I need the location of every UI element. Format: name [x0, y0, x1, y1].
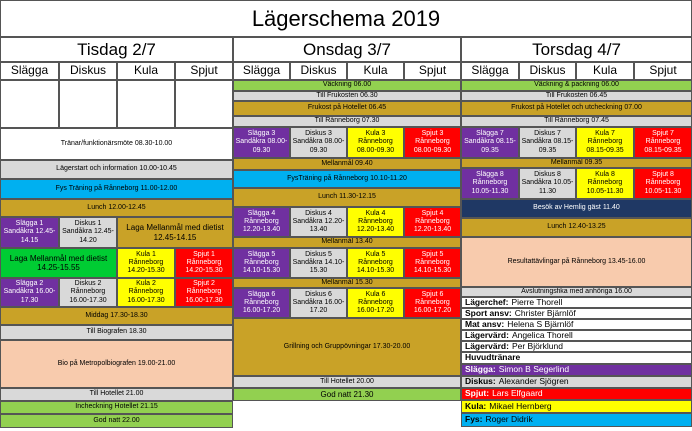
tue-fys: Fys Träning på Rånneborg 11.00-12.00 [0, 179, 233, 199]
sport-header-diskus: Diskus [290, 62, 347, 80]
wed-mellanmal-2: Mellanmål 13.40 [233, 237, 461, 248]
wed-mellanmal-3: Mellanmål 15.30 [233, 278, 461, 288]
sport-header-slagga: Slägga [461, 62, 519, 80]
sport-header-spjut: Spjut [175, 62, 233, 80]
wed-kula-4: Kula 4 Rånneborg 12.20-13.40 [347, 207, 404, 237]
thu-spjut-8: Spjut 8 Rånneborg 10.05-11.30 [634, 168, 692, 199]
wed-grillning: Grillning och Gruppövningar 17.30-20.00 [233, 318, 461, 376]
thu-mellanmal: Mellanmål 09.35 [461, 158, 692, 168]
empty-cell [175, 80, 233, 128]
empty-cell [0, 80, 59, 128]
thu-spjut-7: Spjut 7 Rånneborg 08.15-09.35 [634, 127, 692, 158]
sport-header-slagga: Slägga [233, 62, 290, 80]
thu-kula-7: Kula 7 Rånneborg 08.15-09.35 [576, 127, 634, 158]
wed-diskus-6: Diskus 6 Sandåkra 16.00-17.20 [290, 288, 347, 318]
wed-slagga-4: Slägga 4 Rånneborg 12.20-13.40 [233, 207, 290, 237]
sport-header-slagga: Slägga [0, 62, 59, 80]
tue-bio: Bio på Metropolbiografen 19.00-21.00 [0, 340, 233, 388]
coach-row-spjut: Spjut: Lars Elfgaard [461, 388, 692, 400]
wed-god-natt: God natt 21.30 [233, 388, 461, 401]
tue-incheckning: Incheckning Hotellet 21.15 [0, 401, 233, 414]
wed-diskus-5: Diskus 5 Sandåkra 14.10-15.30 [290, 248, 347, 278]
tue-god-natt: God natt 22.00 [0, 414, 233, 428]
role-row: Sport ansv: Christer Bjärnlöf [461, 308, 692, 319]
day-header-tuesday: Tisdag 2/7 [0, 37, 233, 62]
wed-spjut-5: Spjut 5 Rånneborg 14.10-15.30 [404, 248, 461, 278]
wed-till-hotellet: Till Hotellet 20.00 [233, 376, 461, 388]
wed-mellanmal-1: Mellanmål 09.40 [233, 158, 461, 170]
day-header-thursday: Torsdag 4/7 [461, 37, 692, 62]
wed-kula-6: Kula 6 Rånneborg 16.00-17.20 [347, 288, 404, 318]
wed-spjut-6: Spjut 6 Rånneborg 16.00-17.20 [404, 288, 461, 318]
thu-slagga-7: Slägga 7 Sandåkra 08.15-09.35 [461, 127, 519, 158]
sport-header-kula: Kula [576, 62, 634, 80]
tue-tranarmote: Tränar/funktionärsmöte 08.30-10.00 [0, 128, 233, 160]
tue-till-hotellet: Till Hotellet 21.00 [0, 388, 233, 401]
role-row: Lägervärd: Per Björklund [461, 341, 692, 352]
tue-slagga-2: Slägga 2 Sandåkra 16.00-17.30 [0, 278, 59, 307]
wed-slagga-5: Slägga 5 Rånneborg 14.10-15.30 [233, 248, 290, 278]
wed-till-frukosten: Till Frukosten 06.30 [233, 91, 461, 101]
wed-kula-5: Kula 5 Rånneborg 14.10-15.30 [347, 248, 404, 278]
thu-avslutning: Avslutningsfika med anhöriga 16.00 [461, 287, 692, 297]
thu-lunch: Lunch 12.40-13.25 [461, 218, 692, 237]
tue-spjut-2: Spjut 2 Rånneborg 16.00-17.30 [175, 278, 233, 307]
wed-slagga-3: Slägga 3 Sandåkra 08.00-09.30 [233, 127, 290, 158]
tue-middag: Middag 17.30-18.30 [0, 307, 233, 325]
thu-diskus-8: Diskus 8 Sandåkra 10.05-11.30 [519, 168, 576, 199]
page-title: Lägerschema 2019 [0, 0, 692, 37]
tue-mellanmal-1: Laga Mellanmål med dietist 12.45-14.15 [117, 217, 233, 248]
thu-kula-8: Kula 8 Rånneborg 10.05-11.30 [576, 168, 634, 199]
sport-header-kula: Kula [117, 62, 175, 80]
tue-lunch: Lunch 12.00-12.45 [0, 199, 233, 217]
tue-mellanmal-2: Laga Mellanmål med dietist 14.25-15.55 [0, 248, 117, 278]
thu-resultat: Resultattävlingar på Rånneborg 13.45-16.00 [461, 237, 692, 287]
thu-diskus-7: Diskus 7 Sandåkra 08.15-09.35 [519, 127, 576, 158]
day-header-wednesday: Onsdag 3/7 [233, 37, 461, 62]
sport-header-spjut: Spjut [634, 62, 692, 80]
thu-slagga-8: Slägga 8 Rånneborg 10.05-11.30 [461, 168, 519, 199]
sport-header-spjut: Spjut [404, 62, 461, 80]
tue-spjut-1: Spjut 1 Rånneborg 14.20-15.30 [175, 248, 233, 278]
role-row: Lägervärd: Angelica Thorell [461, 330, 692, 341]
wed-frukost: Frukost på Hotellet 06.45 [233, 101, 461, 116]
wed-kula-3: Kula 3 Rånneborg 08.00-09.30 [347, 127, 404, 158]
tue-till-biografen: Till Biografen 18.30 [0, 325, 233, 340]
wed-till-rannborg: Till Rånneborg 07.30 [233, 116, 461, 127]
wed-vackning: Väckning 06.00 [233, 80, 461, 91]
empty-cell [59, 80, 117, 128]
wed-diskus-3: Diskus 3 Sandåkra 08.00-09.30 [290, 127, 347, 158]
wed-spjut-4: Spjut 4 Rånneborg 12.20-13.40 [404, 207, 461, 237]
coach-row-slagga: Slägga: Simon B Segerlind [461, 364, 692, 376]
sport-header-diskus: Diskus [519, 62, 576, 80]
empty-cell [117, 80, 175, 128]
coach-row-diskus: Diskus: Alexander Sjögren [461, 376, 692, 388]
wed-lunch: Lunch 11.30-12.15 [233, 188, 461, 207]
thu-till-rannborg: Till Rånneborg 07.45 [461, 116, 692, 127]
tue-kula-2: Kula 2 Rånneborg 16.00-17.30 [117, 278, 175, 307]
sport-header-kula: Kula [347, 62, 404, 80]
wed-slagga-6: Slägga 6 Rånneborg 16.00-17.20 [233, 288, 290, 318]
tue-kula-1: Kula 1 Rånneborg 14.20-15.30 [117, 248, 175, 278]
thu-till-frukosten: Till Frukosten 06.45 [461, 91, 692, 101]
thu-frukost: Frukost på Hotellet och utcheckning 07.00 [461, 101, 692, 116]
role-row: Lägerchef: Pierre Thorell [461, 297, 692, 308]
coach-row-fys: Fys: Roger Didrik [461, 413, 692, 427]
sport-header-diskus: Diskus [59, 62, 117, 80]
thu-besok: Besök av Hemlig gäst 11.40 [461, 199, 692, 218]
tue-slagga-1: Slägga 1 Sandåkra 12.45-14.15 [0, 217, 59, 248]
wed-fys: FysTräning på Rånneborg 10.10-11.20 [233, 170, 461, 188]
coach-row-kula: Kula: Mikael Hernberg [461, 400, 692, 413]
tue-lagerstart: Lägerstart och information 10.00-10.45 [0, 160, 233, 179]
tue-diskus-2: Diskus 2 Rånneborg 16.00-17.30 [59, 278, 117, 307]
tue-diskus-1: Diskus 1 Sandåkra 12.45-14.20 [59, 217, 117, 248]
role-row: Mat ansv: Helena S Bjärnlöf [461, 319, 692, 330]
thu-vackning: Väckning & packning 06.00 [461, 80, 692, 91]
wed-spjut-3: Spjut 3 Rånneborg 08.00-09.30 [404, 127, 461, 158]
role-row: Huvudtränare [461, 352, 692, 364]
wed-diskus-4: Diskus 4 Sandåkra 12.20-13.40 [290, 207, 347, 237]
